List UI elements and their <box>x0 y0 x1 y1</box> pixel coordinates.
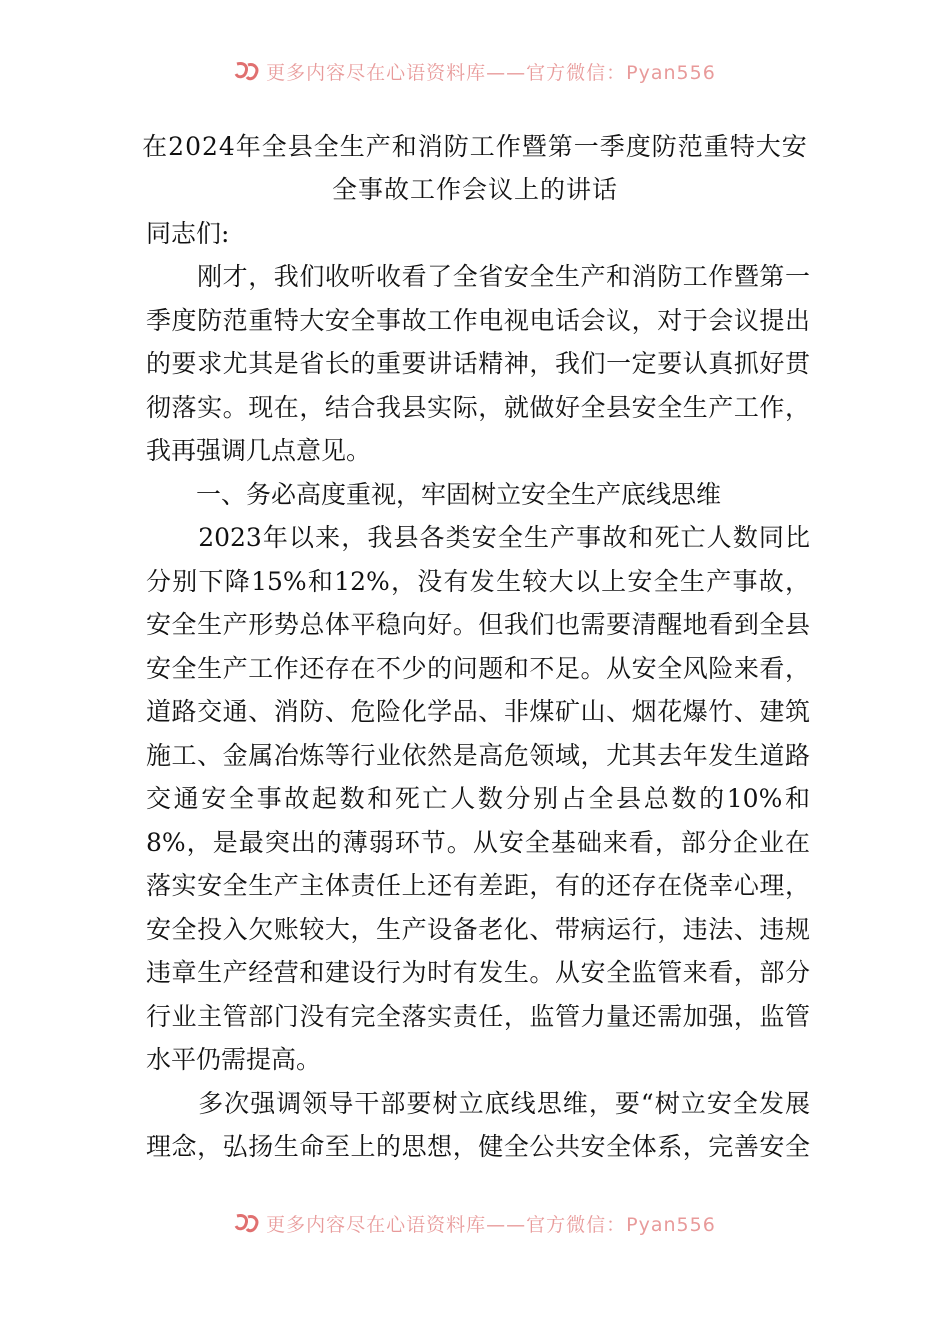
body-line: 2023年以来，我县各类安全生产事故和死亡人数同比 <box>146 523 810 552</box>
watermark-text: 更多内容尽在心语资料库——官方微信：Pyan556 <box>266 1213 716 1236</box>
body-line: 分别下降15%和12%，没有发生较大以上安全生产事故， <box>146 567 810 596</box>
salutation: 同志们: <box>146 219 230 248</box>
body-line: 彻落实。现在，结合我县实际，就做好全县安全生产工作， <box>146 393 810 422</box>
body-line: 安全生产形势总体平稳向好。但我们也需要清醒地看到全县 <box>146 610 810 639</box>
body-line: 道路交通、消防、危险化学品、非煤矿山、烟花爆竹、建筑 <box>146 697 810 726</box>
body-line: 安全生产工作还存在不少的问题和不足。从安全风险来看， <box>146 654 810 683</box>
body-line: 水平仍需提高。 <box>146 1045 322 1074</box>
document-title-line-2: 全事故工作会议上的讲话 <box>331 175 618 204</box>
body-line: 多次强调领导干部要树立底线思维，要“树立安全发展 <box>146 1089 810 1118</box>
watermark-header <box>0 56 950 86</box>
body-line: 交通安全事故起数和死亡人数分别占全县总数的10%和 <box>146 784 810 813</box>
body-line: 的要求尤其是省长的重要讲话精神，我们一定要认真抓好贯 <box>146 349 810 378</box>
logo-icon <box>234 1212 260 1234</box>
watermark-footer <box>0 1208 950 1238</box>
body-line: 违章生产经营和建设行为时有发生。从安全监管来看，部分 <box>146 958 810 987</box>
section-heading: 一、务必高度重视，牢固树立安全生产底线思维 <box>146 480 722 509</box>
body-line: 季度防范重特大安全事故工作电视电话会议，对于会议提出 <box>146 306 810 335</box>
body-line: 理念，弘扬生命至上的思想，健全公共安全体系，完善安全 <box>146 1132 810 1161</box>
document-title-line-1: 在2024年全县全生产和消防工作暨第一季度防范重特大安 <box>142 132 808 161</box>
body-line: 8%，是最突出的薄弱环节。从安全基础来看，部分企业在 <box>146 828 810 857</box>
body-line: 施工、金属冶炼等行业依然是高危领域，尤其去年发生道路 <box>146 741 810 770</box>
logo-icon <box>234 60 260 82</box>
body-line: 行业主管部门没有完全落实责任，监管力量还需加强，监管 <box>146 1002 810 1031</box>
watermark-text: 更多内容尽在心语资料库——官方微信：Pyan556 <box>266 61 716 84</box>
body-line: 落实安全生产主体责任上还有差距，有的还存在侥幸心理， <box>146 871 810 900</box>
body-line: 我再强调几点意见。 <box>146 436 372 465</box>
body-line: 安全投入欠账较大，生产设备老化、带病运行，违法、违规 <box>146 915 810 944</box>
body-line: 刚才，我们收听收看了全省安全生产和消防工作暨第一 <box>146 262 810 291</box>
